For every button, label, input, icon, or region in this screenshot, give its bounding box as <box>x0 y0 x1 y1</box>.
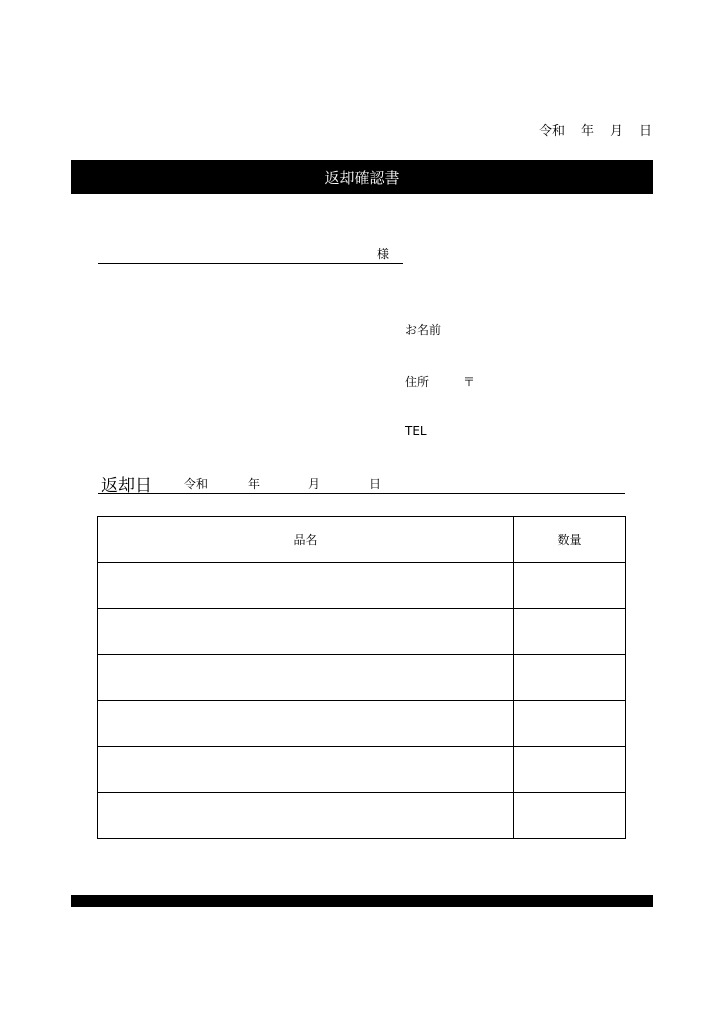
return-date-month-label: 月 <box>308 477 321 491</box>
table-row <box>98 792 626 838</box>
issue-date <box>539 120 652 139</box>
addressee-name-line[interactable] <box>98 263 403 264</box>
postal-mark: 〒 <box>463 375 476 389</box>
quantity-header: 数量 <box>514 517 626 563</box>
issue-date-year-label: 年 <box>580 124 594 139</box>
items-table <box>97 516 626 839</box>
table-row <box>98 746 626 792</box>
return-date-year-label: 年 <box>248 477 261 491</box>
table-row <box>98 608 626 654</box>
table-row <box>98 562 626 608</box>
item-name-cell[interactable] <box>98 746 514 792</box>
item-name-cell[interactable] <box>98 792 514 838</box>
sender-address-label: 住所 <box>405 375 430 389</box>
issue-date-day-label: 日 <box>638 124 652 139</box>
issue-date-era: 令和 <box>538 124 565 139</box>
item-name-cell[interactable] <box>98 654 514 700</box>
sender-name-label: お名前 <box>405 323 442 337</box>
item-name-cell[interactable] <box>98 700 514 746</box>
issue-date-month-label: 月 <box>609 124 623 139</box>
quantity-cell[interactable] <box>514 608 626 654</box>
return-date-era: 令和 <box>184 477 209 491</box>
table-header-row <box>98 517 626 563</box>
document-title: 返却確認書 <box>324 168 400 187</box>
addressee-honorific: 様 <box>377 247 390 261</box>
item-name-header: 品名 <box>98 517 514 563</box>
return-date-label: 返却日 <box>101 476 152 496</box>
quantity-cell[interactable] <box>514 746 626 792</box>
quantity-cell[interactable] <box>514 562 626 608</box>
return-date-line <box>98 470 625 494</box>
quantity-cell[interactable] <box>514 654 626 700</box>
table-row <box>98 700 626 746</box>
quantity-cell[interactable] <box>514 700 626 746</box>
sender-tel-label: TEL <box>405 424 427 438</box>
quantity-cell[interactable] <box>514 792 626 838</box>
table-row <box>98 654 626 700</box>
item-name-cell[interactable] <box>98 562 514 608</box>
return-date-day-label: 日 <box>369 477 382 491</box>
item-name-cell[interactable] <box>98 608 514 654</box>
document-title-bar <box>71 160 653 194</box>
footer-bar <box>71 895 653 907</box>
